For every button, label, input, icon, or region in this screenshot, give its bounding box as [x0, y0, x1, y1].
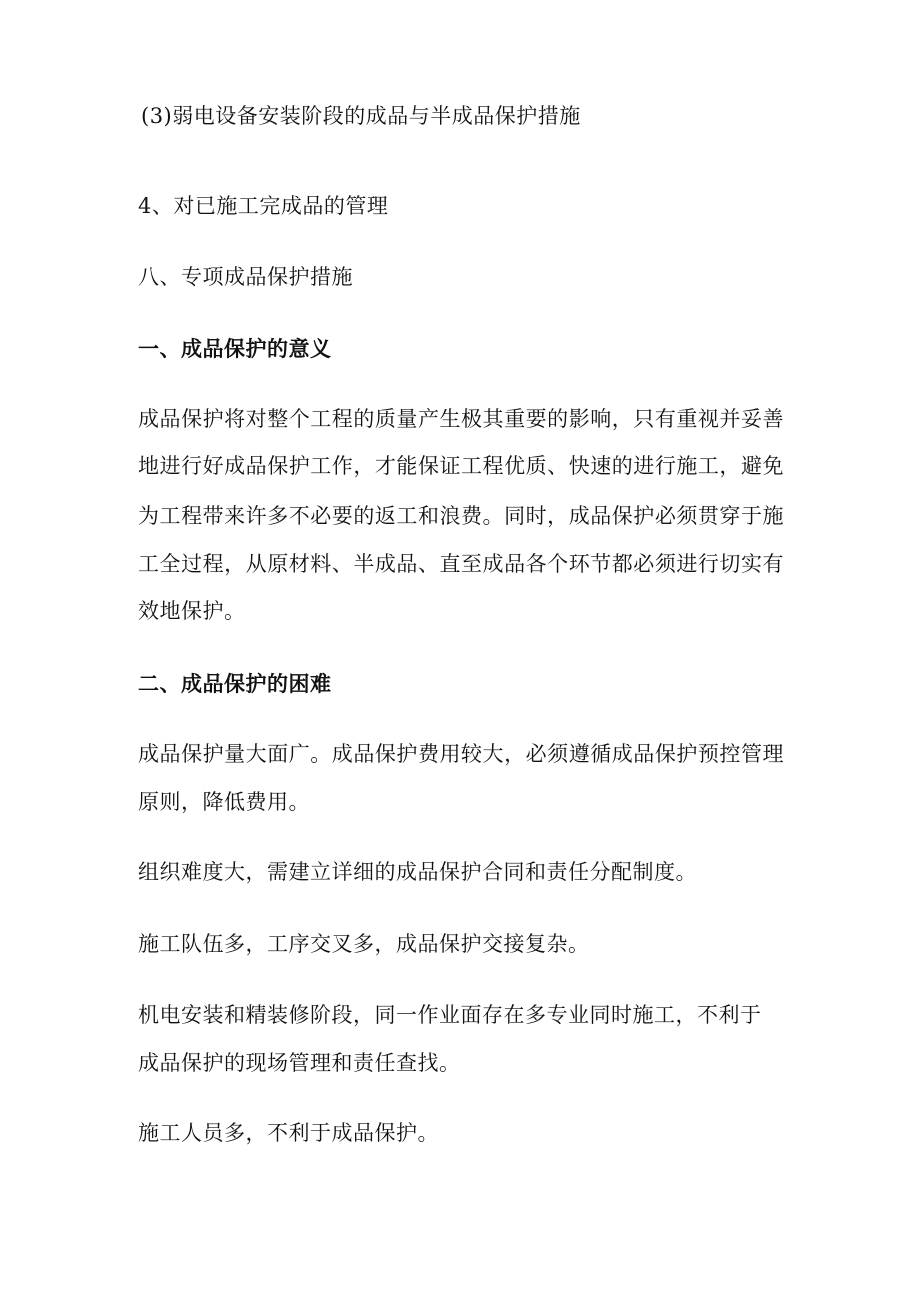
section-2-para-3: 施工队伍多，工序交叉多，成品保护交接复杂。 [138, 932, 590, 956]
section-2-para-1-line-1: 成品保护量大面广。成品保护费用较大，必须遵循成品保护预控管理 [138, 742, 784, 766]
section-1-line-4: 工全过程，从原材料、半成品、直至成品各个环节都必须进行切实有 [138, 552, 784, 576]
section-2-para-4-line-1: 机电安装和精装修阶段，同一作业面存在多专业同时施工，不利于 [138, 1003, 762, 1027]
section-2-para-5: 施工人员多，不利于成品保护。 [138, 1121, 439, 1145]
section-1-heading: 一、成品保护的意义 [138, 337, 332, 361]
section-2-para-4-line-2: 成品保护的现场管理和责任查找。 [138, 1051, 461, 1075]
section-1-line-5: 效地保护。 [138, 599, 246, 623]
item-3-heading: (3)弱电设备安装阶段的成品与半成品保护措施 [141, 104, 581, 128]
section-1-line-2: 地进行好成品保护工作，才能保证工程优质、快速的进行施工，避免 [138, 454, 784, 478]
section-2-para-2: 组织难度大，需建立详细的成品保护合同和责任分配制度。 [138, 860, 697, 884]
section-1-line-3: 为工程带来许多不必要的返工和浪费。同时，成品保护必须贯穿于施 [138, 504, 784, 528]
section-2-para-1-line-2: 原则，降低费用。 [138, 790, 310, 814]
section-1-line-1: 成品保护将对整个工程的质量产生极其重要的影响，只有重视并妥善 [138, 407, 784, 431]
section-2-heading: 二、成品保护的困难 [138, 672, 332, 696]
item-8-heading: 八、专项成品保护措施 [138, 265, 353, 289]
item-4-heading: 4、对已施工完成品的管理 [138, 194, 389, 218]
